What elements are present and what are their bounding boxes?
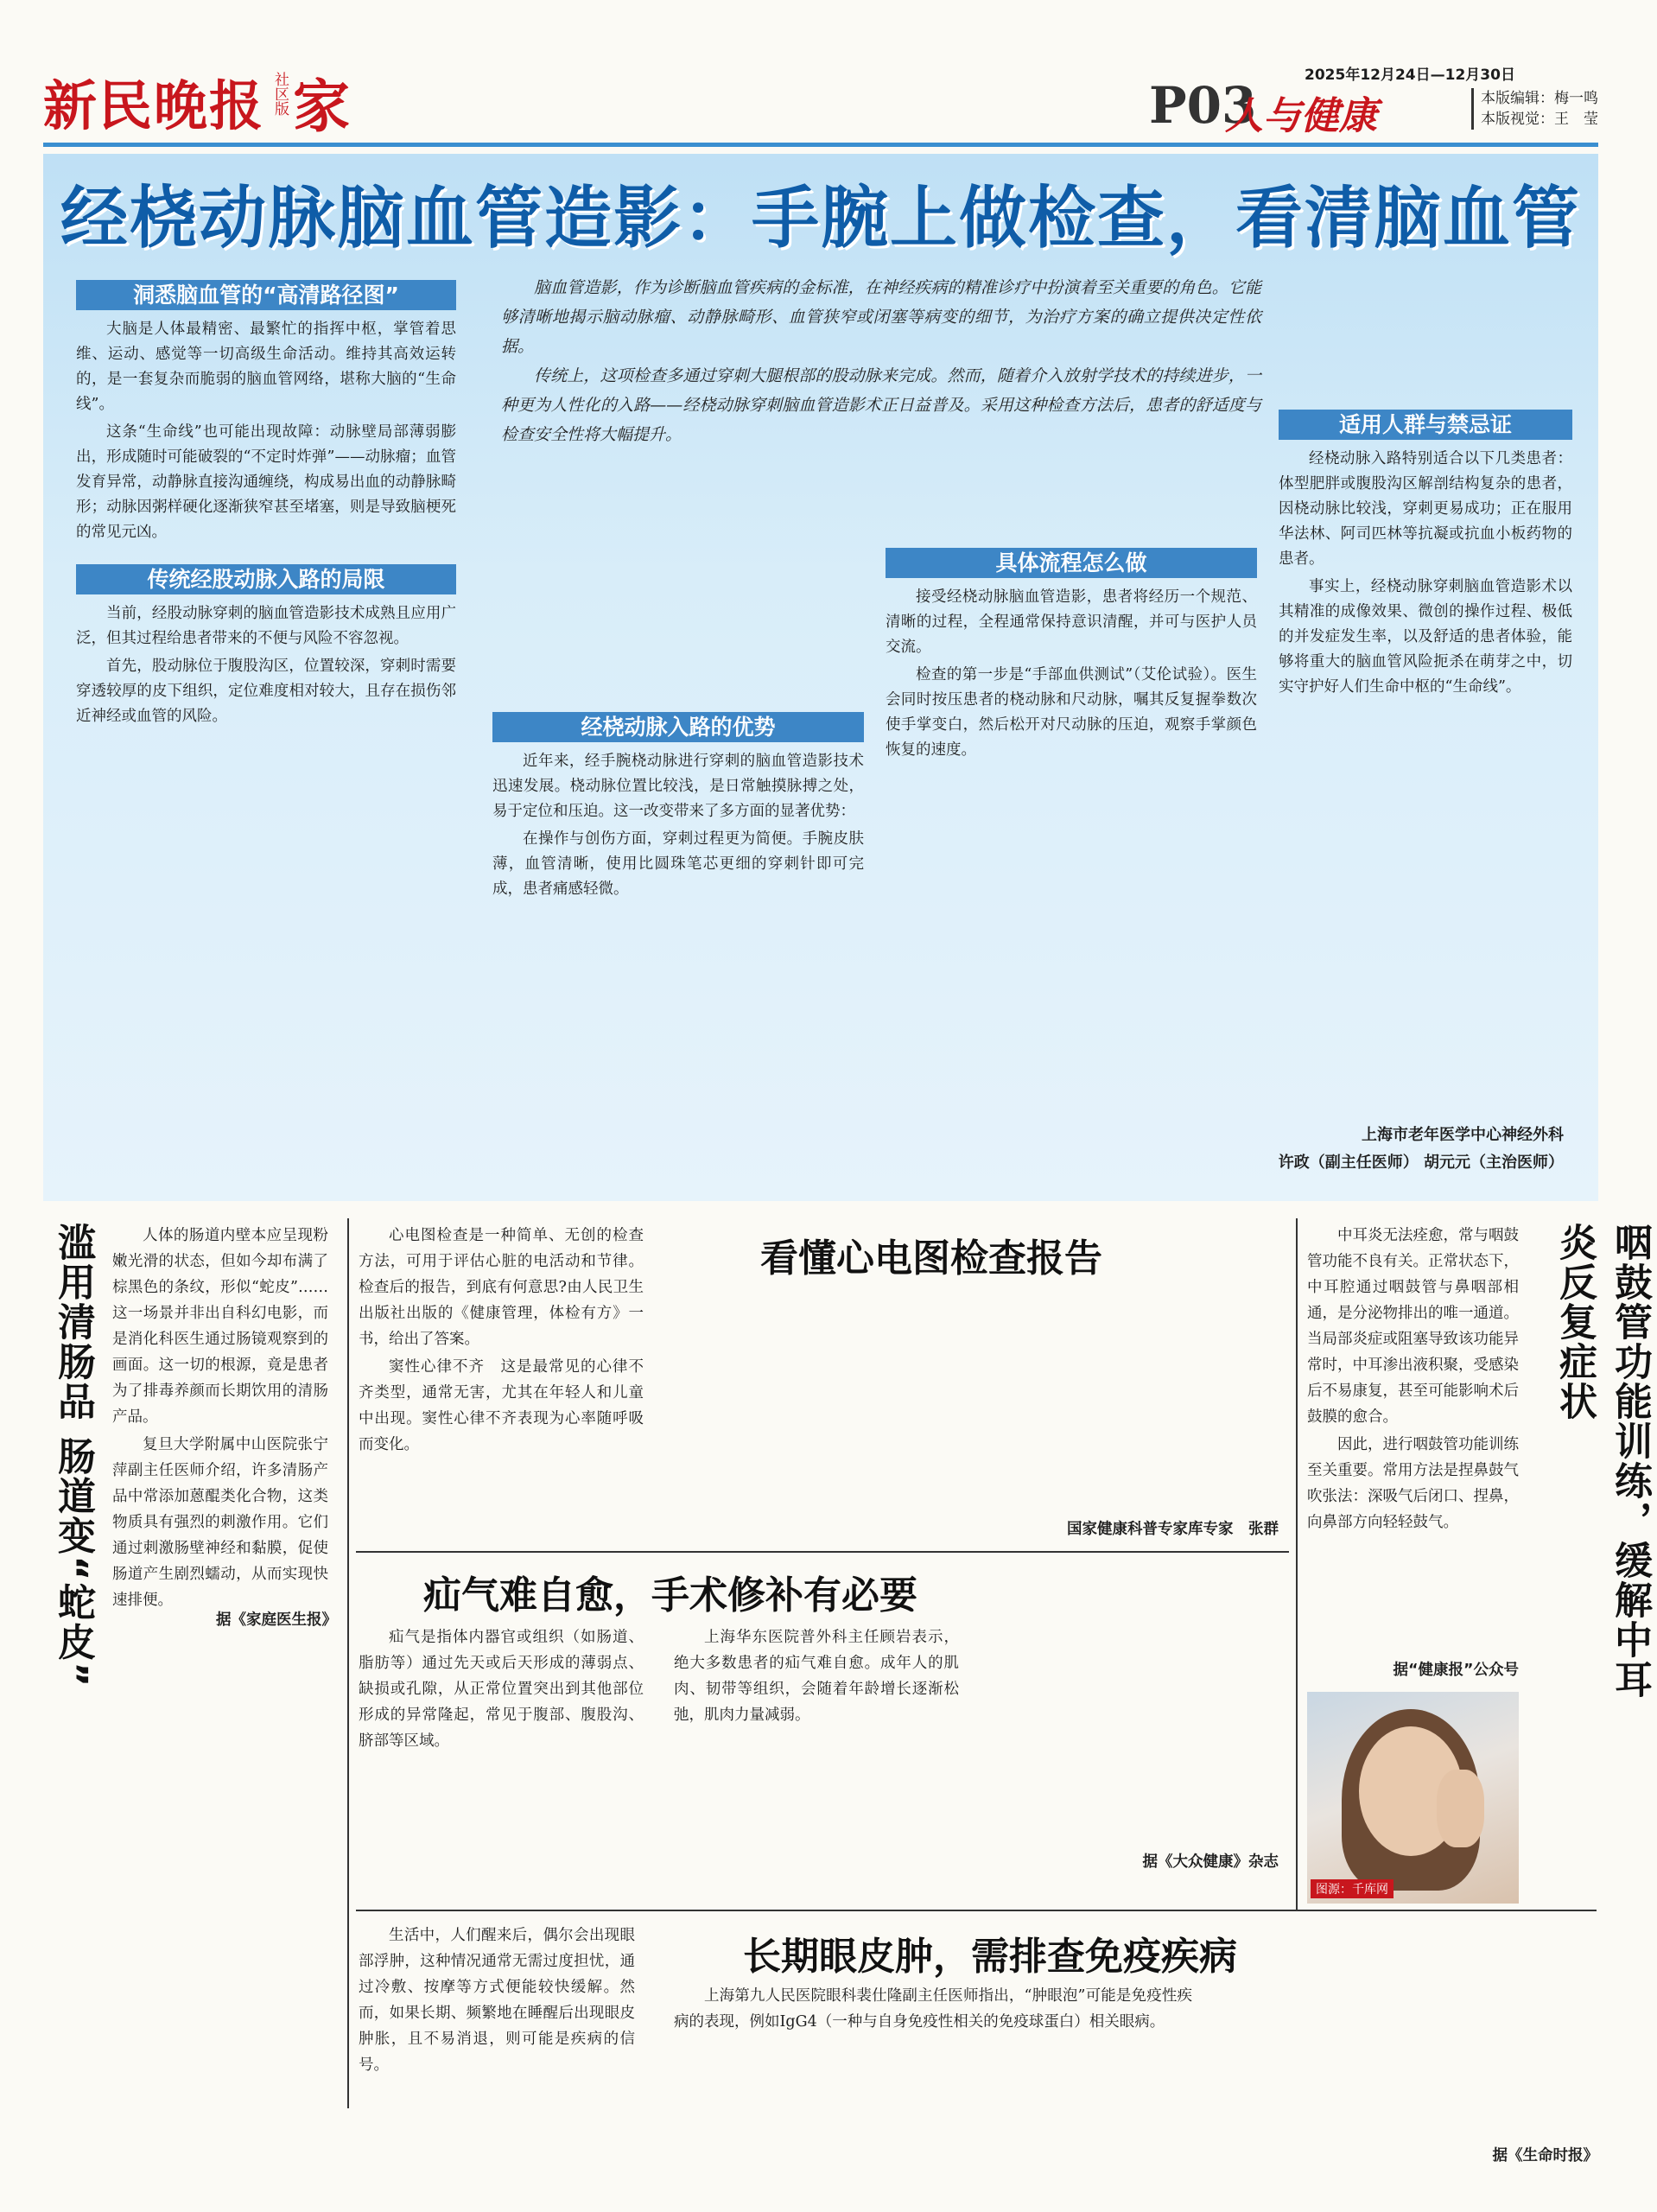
eyelid-headline: 长期眼皮肿，需排查免疫疾病 [743, 1935, 1237, 1979]
section-label: 社区版 [271, 71, 289, 116]
paragraph: 接受经桡动脉脑血管造影，患者将经历一个规范、清晰的过程，全程通常保持意识清醒，并可与医护人员交流。 [886, 588, 1257, 656]
paragraph: 因此，进行咽鼓管功能训练至关重要。常用方法是捏鼻鼓气吹张法：深吸气后闭口、捏鼻，向鼻部方向轻轻鼓气。 [1307, 1436, 1519, 1531]
paragraph: 上海第九人民医院眼科裴仕隆副主任医师指出，“肿眼泡”可能是免疫性疾病的表现，例如IgG4（一种与自身免疫性相关的免疫球蛋白）相关眼病。 [674, 1987, 1192, 2031]
section-heading: 适用人群与禁忌证 [1279, 410, 1572, 440]
laxative-story-source [43, 1607, 337, 1635]
feature-byline [1279, 1122, 1564, 1177]
edition-info [1149, 60, 1598, 138]
author-department: 上海市老年医学中心神经外科 [1362, 1126, 1564, 1144]
intro-paragraph: 脑血管造影，作为诊断脑血管疾病的金标准，在神经疾病的精准诊疗中扮演着至关重要的角色。它能够清晰地揭示脑动脉瘤、动静脉畸形、血管狭窄或闭塞等病变的细节，为治疗方案的确立提供决定性依据。 [501, 278, 1261, 356]
paragraph: 这条“生命线”也可能出现故障：动脉壁局部薄弱膨出，形成随时可能破裂的“不定时炸弹”——动脉瘤；血管发育异常，动静脉直接沟通缠绕，构成易出血的动静脉畸形；动脉因粥样硬化逐渐狭窄甚至堵塞，则是导致脑梗死的常见元凶。 [76, 423, 456, 541]
paragraph: 中耳炎无法痊愈，常与咽鼓管功能不良有关。正常状态下，中耳腔通过咽鼓管与鼻咽部相通，是分泌物排出的唯一通道。当局部炎症或阻塞导致该功能异常时，中耳渗出液积聚，受感染后不易康复，甚至可能影响术后鼓膜的愈合。 [1307, 1227, 1519, 1426]
section-heading: 传统经股动脉入路的局限 [76, 564, 456, 594]
paragraph: 心电图检查是一种简单、无创的检查方法，可用于评估心脏的电活动和节律。检查后的报告，到底有何意思?由人民卫生出版社出版的《健康管理，体检有方》一书，给出了答案。 [359, 1227, 644, 1348]
paragraph: 大脑是人体最精密、最繁忙的指挥中枢，掌管着思维、运动、感觉等一切高级生命活动。维持其高效运转的，是一套复杂而脆弱的脑血管网络，堪称大脑的“生命线”。 [76, 321, 456, 413]
eyelid-story-col2 [674, 1983, 1192, 2037]
section-heading: 具体流程怎么做 [886, 548, 1257, 578]
editor-credits [1471, 88, 1598, 130]
masthead [43, 60, 1598, 143]
section-heading: 洞悉脑血管的“高清路径图” [76, 280, 456, 310]
eyelid-story-col1 [359, 1923, 635, 2080]
paragraph: 经桡动脉入路特别适合以下几类患者：体型肥胖或腹股沟区解剖结构复杂的患者，因桡动脉比较浅，穿刺更易成功；正在服用华法林、阿司匹林等抗凝或抗血小板药物的患者。 [1279, 450, 1572, 568]
ecg-story-source [1019, 1516, 1279, 1544]
photo-credit: 图源：千库网 [1311, 1879, 1394, 1898]
feature-col-1 [76, 275, 456, 732]
paragraph: 事实上，经桡动脉穿刺脑血管造影术以其精准的成像效果、微创的操作过程、极低的并发症发生率，以及舒适的患者体验，能够将重大的脑血管风险扼杀在萌芽之中，切实守护好人们生命中枢的“生命线”。 [1279, 578, 1572, 696]
source-credit: 据《家庭医生报》 [216, 1611, 337, 1629]
feature-intro [501, 273, 1261, 449]
hernia-headline: 疝气难自愈，手术修补有必要 [423, 1573, 917, 1618]
hernia-story-col2 [674, 1624, 959, 1730]
paper-brand [43, 60, 350, 143]
ecg-story-left [359, 1223, 644, 1459]
paragraph: 首先，股动脉位于腹股沟区，位置较深，穿刺时需要穿透较厚的皮下组织，定位难度相对较大，且存在损伤邻近神经或血管的风险。 [76, 658, 456, 725]
laxative-story [112, 1223, 328, 1615]
masthead-rule [43, 143, 1598, 147]
column-name: 人与健康 [1225, 94, 1377, 138]
paragraph: 复旦大学附属中山医院张宁萍副主任医师介绍，许多清肠产品中常添加蒽醌类化合物，这类物质具有强烈的刺激作用。它们通过刺激肠壁神经和黏膜，促使肠道产生剧烈蠕动，从而实现快速排便。 [112, 1436, 328, 1609]
source-credit: 国家健康科普专家库专家 张群 [1067, 1521, 1279, 1538]
feature-col-3 [886, 543, 1257, 766]
feature-col-4 [1279, 404, 1572, 702]
paragraph: 检查的第一步是“手部血供测试”（艾伦试验）。医生会同时按压患者的桡动脉和尺动脉，嘱其反复握拳数次使手掌变白，然后松开对尺动脉的压迫，观察手掌颜色恢复的速度。 [886, 666, 1257, 759]
source-credit: 据《大众健康》杂志 [1142, 1853, 1279, 1871]
ecg-headline: 看懂心电图检查报告 [760, 1236, 1102, 1281]
column-divider [1296, 1218, 1298, 1910]
visual-editor: 本版视觉：王 莹 [1481, 111, 1598, 128]
hernia-story-col1 [359, 1624, 644, 1756]
editor: 本版编辑：梅一鸣 [1481, 90, 1598, 107]
ear-story-source [1307, 1657, 1519, 1685]
page-number: P03 [1149, 76, 1257, 135]
paragraph: 上海华东医院普外科主任顾岩表示，绝大多数患者的疝气难自愈。成年人的肌肉、韧带等组织，会随着年龄增长逐渐松弛，肌肉力量减弱。 [674, 1629, 959, 1724]
section-rule [356, 1551, 1289, 1553]
source-credit: 据“健康报”公众号 [1393, 1662, 1519, 1679]
section-rule [356, 1910, 1597, 1911]
ear-pain-photo [1307, 1692, 1519, 1904]
column-divider [347, 1218, 349, 2108]
feature-col-2 [492, 707, 864, 905]
feature-headline: 经桡动脉脑血管造影：手腕上做检查，看清脑血管 [60, 180, 1581, 257]
author-names: 许政（副主任医师） 胡元元（主治医师） [1278, 1154, 1564, 1172]
issue-date: 2025年12月24日—12月30日 [1305, 67, 1515, 84]
paragraph: 近年来，经手腕桡动脉进行穿刺的脑血管造影技术迅速发展。桡动脉位置比较浅，是日常触摸脉搏之处，易于定位和压迫。这一改变带来了多方面的显著优势： [492, 753, 864, 820]
hernia-story-source [994, 1849, 1279, 1877]
paragraph: 生活中，人们醒来后，偶尔会出现眼部浮肿，这种情况通常无需过度担忧，通过冷敷、按摩等方式便能较快缓解。然而，如果长期、频繁地在睡醒后出现眼皮肿胀，且不易消退，则可能是疾病的信号。 [359, 1927, 635, 2074]
section-heading: 经桡动脉入路的优势 [492, 712, 864, 742]
ear-story [1307, 1223, 1519, 1537]
ear-headline: 咽鼓管功能训练，缓解中耳炎反复症状 [1552, 1223, 1652, 1700]
source-credit: 据《生命时报》 [1492, 2147, 1598, 2164]
paragraph: 窦性心律不齐 这是最常见的心律不齐类型，通常无害，尤其在年轻人和儿童中出现。窦性心律不齐表现为心率随呼吸而变化。 [359, 1358, 644, 1453]
paragraph: 当前，经股动脉穿刺的脑血管造影技术成熟且应用广泛，但其过程给患者带来的不便与风险不容忽视。 [76, 605, 456, 647]
paragraph: 人体的肠道内壁本应呈现粉嫩光滑的状态，但如今却布满了棕黑色的条纹，形似“蛇皮”……这一场景并非出自科幻电影，而是消化科医生通过肠镜观察到的画面。这一切的根源，竟是患者为了排毒养颜而长期饮用的清肠产品。 [112, 1227, 328, 1426]
paragraph: 疝气是指体内器官或组织（如肠道、脂肪等）通过先天或后天形成的薄弱点、缺损或孔隙，从正常位置突出到其他部位形成的异常隆起，常见于腹部、腹股沟、脐部等区域。 [359, 1629, 644, 1750]
photo-hand [1437, 1770, 1484, 1847]
home-logo-icon: 家 [293, 73, 351, 140]
eyelid-story-source [1305, 2143, 1598, 2171]
paper-name: 新民晚报 [43, 74, 265, 137]
paragraph: 在操作与创伤方面，穿刺过程更为简便。手腕皮肤薄，血管清晰，使用比圆珠笔芯更细的穿刺针即可完成，患者痛感轻微。 [492, 830, 864, 898]
lead-feature [43, 154, 1598, 1201]
laxative-headline: 滥用清肠品 肠道变“蛇皮” [51, 1223, 95, 1689]
intro-paragraph: 传统上，这项检查多通过穿刺大腿根部的股动脉来完成。然而，随着介入放射学技术的持续进步，一种更为人性化的入路——经桡动脉穿刺脑血管造影术正日益普及。采用这种检查方法后，患者的舒适度与检查安全性将大幅提升。 [501, 366, 1261, 444]
